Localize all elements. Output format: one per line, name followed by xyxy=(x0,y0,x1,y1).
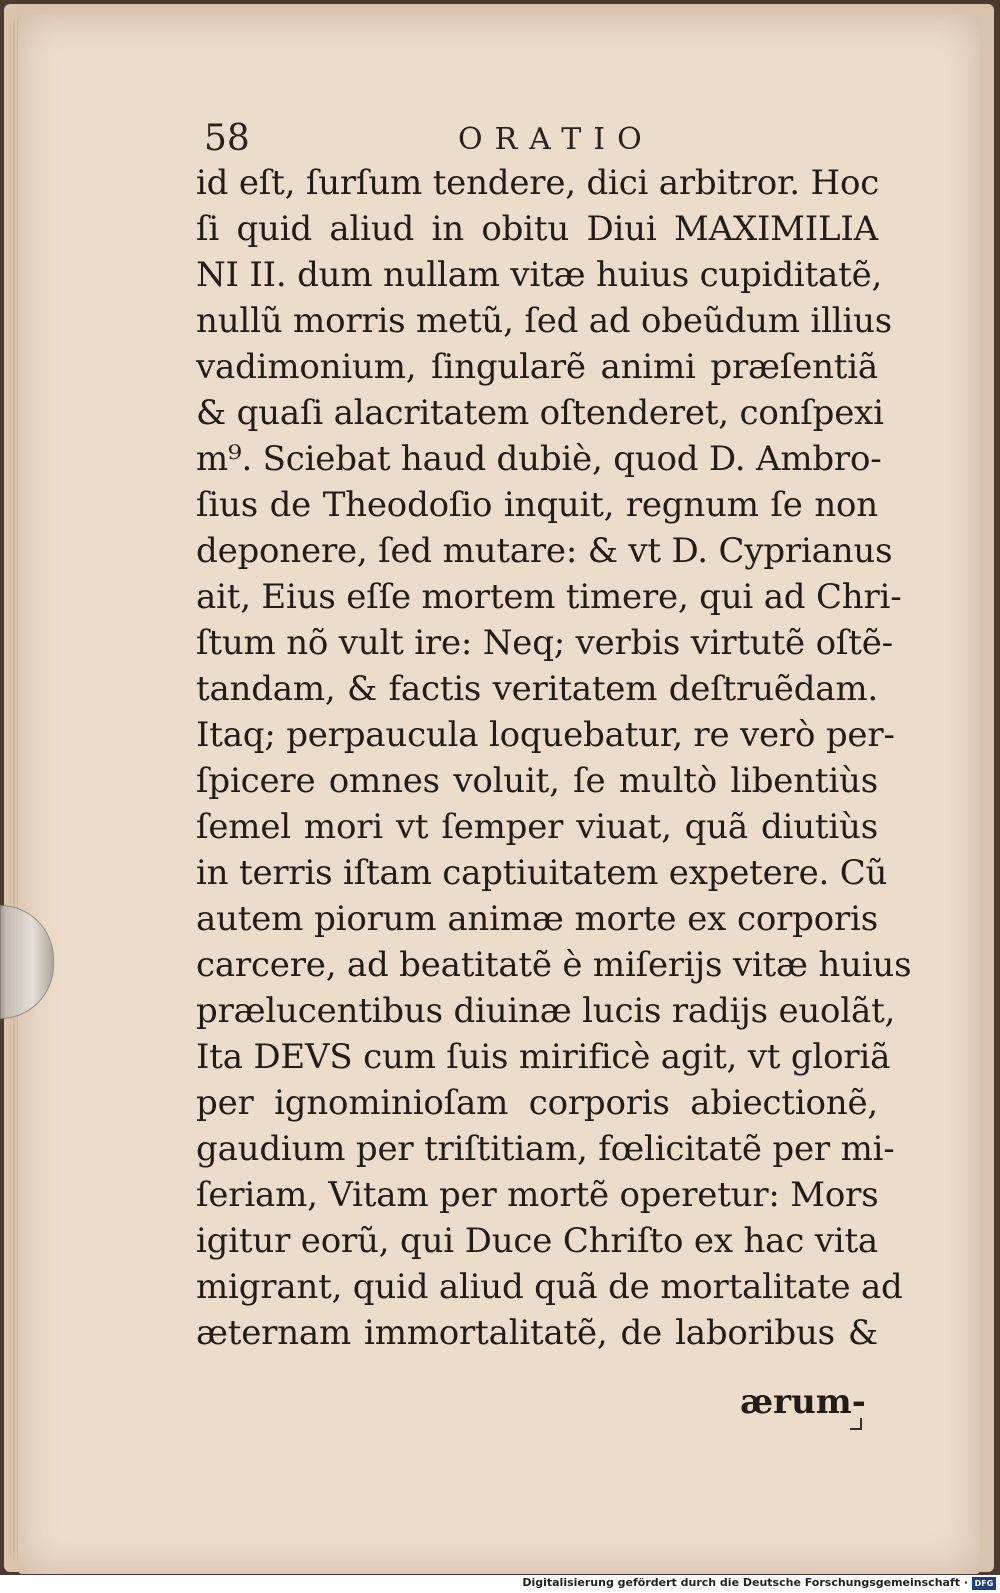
text-line: ſius de Theodoſio inquit, regnum ſe non xyxy=(196,485,878,525)
body-text xyxy=(196,160,912,1356)
text-line: tandam, & factis veritatem deſtruẽdam. xyxy=(196,669,878,709)
funding-credit: Digitalisierung gefördert durch die Deutsche Forschungsgemeinschaft · xyxy=(522,1576,968,1589)
footer-bar xyxy=(0,1575,1000,1593)
text-line: prælucentibus diuinæ lucis radijs euolãt, xyxy=(196,991,896,1031)
text-line: Ita DEVS cum ſuis mirificè agit, vt gloriã xyxy=(196,1037,891,1077)
text-line: ſpicere omnes voluit, ſe multò libentiùs xyxy=(196,761,878,801)
text-line: ſtum nõ vult ire: Neq; verbis virtutẽ oſtẽ- xyxy=(196,623,893,663)
text-line: ait, Eius eſſe mortem timere, qui ad Chri- xyxy=(196,577,902,617)
text-line: ſi quid aliud in obitu Diui MAXIMILIA xyxy=(196,209,878,249)
text-line: gaudium per triſtitiam, fœlicitatẽ per mi- xyxy=(196,1129,895,1169)
text-line: m⁹. Sciebat haud dubiè, quod D. Ambro- xyxy=(196,439,882,479)
text-line: ſemel mori vt ſemper viuat, quã diutiùs xyxy=(196,807,878,847)
text-line: æternam immortalitatẽ, de laboribus & xyxy=(196,1313,878,1353)
text-line: vadimonium, ſingularẽ animi præſentiã xyxy=(196,347,878,387)
text-line: NI II. dum nullam vitæ huius cupiditatẽ, xyxy=(196,255,883,295)
catchword: ærum- xyxy=(740,1382,866,1422)
text-line: deponere, ſed mutare: & vt D. Cyprianus xyxy=(196,531,893,571)
text-line: id eſt, ſurſum tendere, dici arbitror. Hoc xyxy=(196,163,880,203)
text-line: per ignominioſam corporis abiectionẽ, xyxy=(196,1083,878,1123)
text-line: ſeriam, Vitam per mortẽ operetur: Mors xyxy=(196,1175,879,1215)
text-line: carcere, ad beatitatẽ è miſerijs vitæ huius xyxy=(196,945,912,985)
text-line: in terris iſtam captiuitatem expetere. Cũ xyxy=(196,853,888,893)
dfg-logo-icon: DFG xyxy=(972,1577,996,1590)
corner-mark xyxy=(850,1418,862,1430)
text-line: Itaq; perpaucula loquebatur, re verò per- xyxy=(196,715,895,755)
text-line: igitur eorũ, qui Duce Chriſto ex hac vita xyxy=(196,1221,878,1261)
text-line: autem piorum animæ morte ex corporis xyxy=(196,899,878,939)
text-line: & quaſi alacritatem oſtenderet, conſpexi xyxy=(196,393,884,433)
page-number: 58 xyxy=(204,118,250,159)
text-line: migrant, quid aliud quã de mortalitate ad xyxy=(196,1267,903,1307)
text-line: nullũ morris metũ, ſed ad obeũdum illius xyxy=(196,301,893,341)
running-head: ORATIO xyxy=(458,122,654,157)
